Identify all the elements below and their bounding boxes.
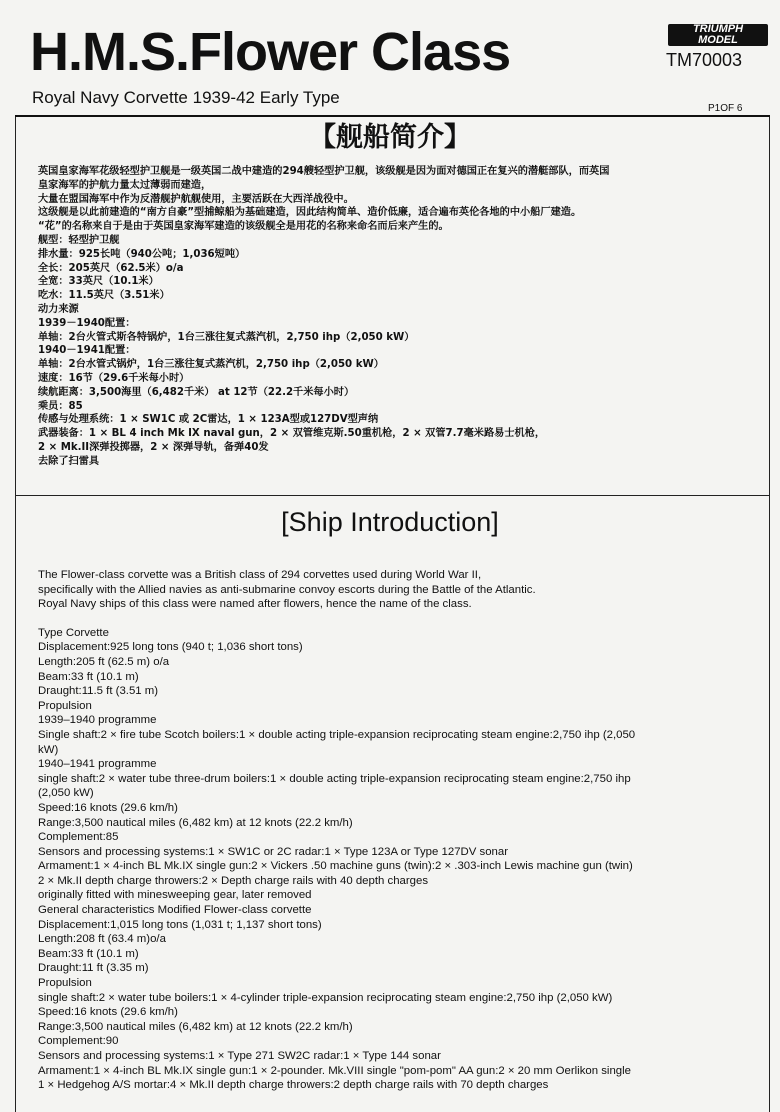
chinese-text-line: 武器装备：1 × BL 4 inch Mk IX naval gun，2 × 双管维克斯.50重机枪，2 × 双管7.7毫米路易士机枪， (38, 428, 546, 440)
english-spec-line: Range:3,500 nautical miles (6,482 km) at 12 knots (22.2 km/h) (38, 1020, 353, 1033)
english-spec-line: Draught:11.5 ft (3.51 m) (38, 685, 159, 698)
english-spec-line: 1940–1941 programme (38, 758, 157, 771)
english-spec-line: Complement:90 (38, 1035, 119, 1048)
chinese-text-line: 续航距离：3,500海里（6,482千米） at 12节（22.2千米每小时） (38, 386, 355, 398)
chinese-text-line: 传感与处理系统：1 × SW1C 或 2C雷达，1 × 123A型或127DV型声纳 (38, 414, 379, 426)
english-spec-line: Type Corvette (38, 626, 109, 639)
left-border (15, 117, 16, 1112)
english-spec-line: Armament:1 × 4-inch BL Mk.IX single gun:1 × 2-pounder. Mk.VIII single "pom-pom" AA gun:2 × 20 mm Oerlikon single (38, 1064, 631, 1077)
english-specifications (38, 626, 750, 1093)
english-spec-line: Single shaft:2 × fire tube Scotch boilers:1 × double acting triple-expansion reciprocating steam engine:2,750 ihp (2,050 (38, 728, 636, 741)
chinese-text-line: 英国皇家海军花级轻型护卫舰是一级英国二战中建造的294艘轻型护卫舰，该级舰是因为面对德国正在复兴的潜艇部队，而英国 (38, 166, 610, 177)
english-spec-line: Draught:11 ft (3.35 m) (38, 962, 149, 975)
header-divider (15, 115, 770, 117)
english-spec-line: Range:3,500 nautical miles (6,482 km) at 12 knots (22.2 km/h) (38, 816, 353, 829)
chinese-text-line: 乘员：85 (38, 400, 83, 412)
page-title: H.M.S.Flower Class (30, 22, 511, 82)
english-spec-line: Sensors and processing systems:1 × SW1C or 2C radar:1 × Type 123A or Type 127DV sonar (38, 845, 509, 858)
chinese-text-line: 排水量：925长吨（940公吨；1,036短吨） (38, 248, 246, 260)
chinese-text-line: 单轴：2台火管式斯各特锅炉，1台三涨往复式蒸汽机，2,750 ihp（2,050 kW） (38, 331, 415, 343)
english-spec-line: (2,050 kW) (38, 787, 94, 800)
english-spec-line: Propulsion (38, 699, 92, 712)
english-spec-line: single shaft:2 × water tube three-drum boilers:1 × double acting triple-expansion reciprocating steam engine:2,750 ihp (38, 772, 631, 785)
page-number: P1OF 6 (708, 103, 743, 114)
chinese-text-line: 去除了扫雷具 (38, 455, 100, 467)
logo-line-1: TRIUMPH (692, 23, 744, 35)
english-spec-line: 1939–1940 programme (38, 714, 157, 727)
chinese-section-heading: 【舰船简介】 (309, 122, 471, 152)
chinese-text-line: 单轴：2台水管式锅炉，1台三涨往复式蒸汽机，2,750 ihp（2,050 kW） (38, 359, 384, 371)
english-spec-line: Sensors and processing systems:1 × Type 271 SW2C radar:1 × Type 144 sonar (38, 1050, 441, 1062)
english-spec-line: single shaft:2 × water tube boilers:1 × 4-cylinder triple-expansion reciprocating steam engine:2,750 ihp (2,050 kW) (38, 991, 613, 1004)
english-intro-line: The Flower-class corvette was a British class of 294 corvettes used during World War II, (38, 569, 482, 581)
english-text-block (38, 568, 750, 1093)
english-intro-line: Royal Navy ships of this class were named after flowers, hence the name of the class. (38, 598, 472, 611)
right-border (769, 117, 770, 1112)
logo-line-2: MODEL (698, 34, 738, 46)
chinese-text-line: 1939－1940配置： (38, 317, 136, 329)
chinese-text-line: 全宽：33英尺（10.1米） (38, 276, 159, 288)
english-spec-line: Length:205 ft (62.5 m) o/a (38, 655, 170, 668)
english-spec-line: Speed:16 knots (29.6 km/h) (38, 801, 178, 814)
chinese-text-block (38, 165, 750, 469)
english-spec-line: Complement:85 (38, 831, 119, 844)
chinese-text-line: 这级舰是以此前建造的“南方自豪”型捕鲸船为基础建造，因此结构简单、造价低廉，适合遍布英伦各地的中小船厂建造。 (38, 207, 582, 219)
section-divider (15, 495, 770, 496)
chinese-text-line: 皇家海军的护航力量太过薄弱而建造， (38, 179, 212, 191)
brand-logo (668, 24, 768, 46)
english-spec-line: Armament:1 × 4-inch BL Mk.IX single gun:2 × Vickers .50 machine guns (twin):2 × .303-inch Lewis machine gun (twin) (38, 860, 633, 873)
chinese-text-line: 2 × Mk.II深弹投掷器，2 × 深弹导轨，备弹40发 (38, 441, 269, 453)
chinese-text-line: 吃水：11.5英尺（3.51米） (38, 290, 170, 302)
english-spec-line: Length:208 ft (63.4 m)o/a (38, 933, 166, 946)
english-spec-line: originally fitted with minesweeping gear, later removed (38, 889, 312, 902)
chinese-text-line: 全长：205英尺（62.5米）o/a (38, 262, 184, 274)
english-section-heading: [Ship Introduction] (281, 507, 499, 537)
english-spec-line: Displacement:1,015 long tons (1,031 t; 1,137 short tons) (38, 918, 322, 931)
chinese-text-line: 动力来源 (38, 303, 79, 315)
chinese-text-line: 1940－1941配置： (38, 345, 136, 357)
english-spec-line: Beam:33 ft (10.1 m) (38, 670, 139, 683)
english-spec-line: Speed:16 knots (29.6 km/h) (38, 1006, 178, 1019)
english-spec-line: Propulsion (38, 977, 92, 990)
product-code: TM70003 (666, 50, 743, 70)
english-spec-line: Beam:33 ft (10.1 m) (38, 947, 139, 960)
chinese-text-line: 舰型：轻型护卫舰 (38, 234, 120, 246)
chinese-text-line: “花”的名称来自于是由于英国皇家海军建造的该级舰全是用花的名称来命名而后来产生的。 (38, 221, 449, 233)
english-spec-line: Displacement:925 long tons (940 t; 1,036 short tons) (38, 641, 303, 654)
chinese-text-line: 速度：16节（29.6千米每小时） (38, 372, 190, 384)
english-spec-line: 1 × Hedgehog A/S mortar:4 × Mk.II depth charge throwers:2 depth charge rails with 70 depth charges (38, 1079, 549, 1092)
page-subtitle: Royal Navy Corvette 1939-42 Early Type (32, 88, 340, 107)
english-spec-line: kW) (38, 743, 59, 756)
chinese-text-line: 大量在盟国海军中作为反潜舰护航舰使用，主要活跃在大西洋战役中。 (38, 193, 354, 205)
english-intro-line: specifically with the Allied navies as anti-submarine convoy escorts during the Battle of the Atlantic. (38, 583, 536, 596)
english-spec-line: 2 × Mk.II depth charge throwers:2 × Depth charge rails with 40 depth charges (38, 874, 429, 887)
english-spec-line: General characteristics Modified Flower-class corvette (38, 904, 312, 917)
english-intro-paragraph (38, 568, 750, 612)
